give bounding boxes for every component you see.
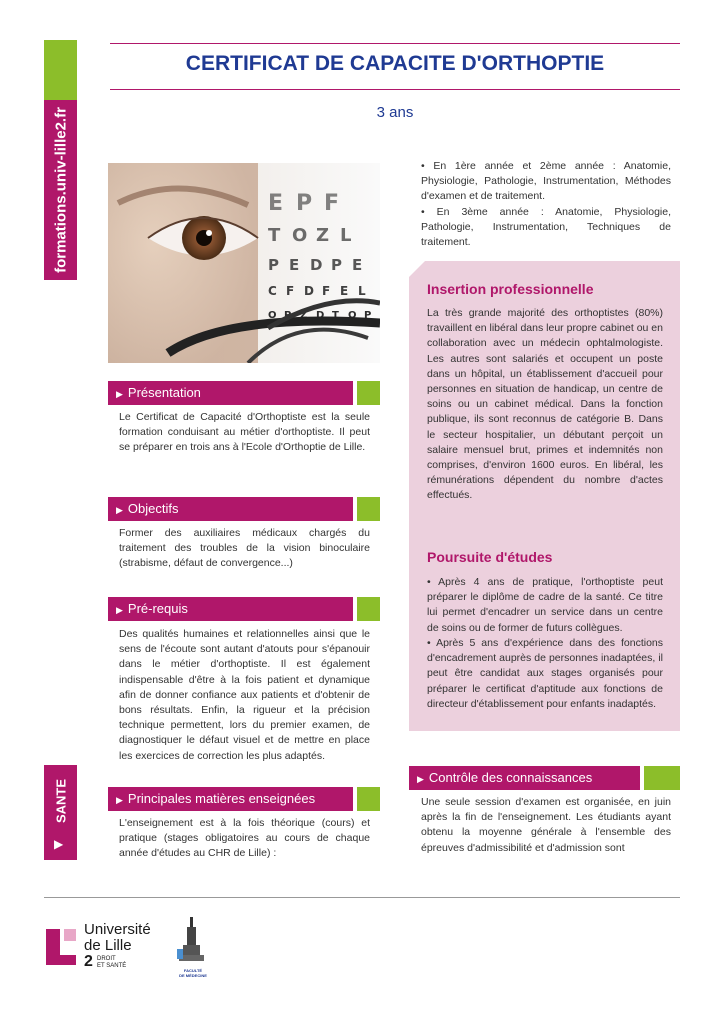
section-heading-presentation: Présentation xyxy=(127,385,201,400)
eye-chart-letter: P xyxy=(268,256,279,274)
section-bar-presentation xyxy=(108,381,380,405)
eye-chart-letter: F xyxy=(286,284,295,298)
eye-chart-letter: E xyxy=(268,191,284,216)
eye-chart-letter: P xyxy=(331,256,342,274)
eye-chart-letter: O xyxy=(292,225,308,246)
eye-chart-letter: O xyxy=(348,310,357,321)
section-heading-poursuite: Poursuite d'études xyxy=(427,549,553,565)
section-heading-matieres: Principales matières enseignées xyxy=(127,791,316,806)
university-number: 2 xyxy=(84,953,93,970)
faculty-name-line2: DE MÉDECINE xyxy=(179,973,207,978)
eye-chart-letter: L xyxy=(340,225,352,246)
section-bar-matieres xyxy=(108,787,380,811)
eye-chart-letter: P xyxy=(296,191,313,216)
matieres-item: • En 1ère année et 2ème année : Anatomie, Physiologie, Pathologie, Instrumentation, Méthodes d'examen et de traitement. xyxy=(421,160,671,203)
university-name-line2: de Lille xyxy=(84,937,132,954)
faculty-name-line1: FACULTÉ xyxy=(183,968,203,973)
university-name xyxy=(84,922,151,972)
section-heading-insertion: Insertion professionnelle xyxy=(427,281,594,297)
eye-chart-letter: Z xyxy=(316,225,330,246)
insertion-text: La très grande majorité des orthoptistes (80%) travaillent en libéral dans leur propre cabinet ou en collaboration avec un médecin ophtalmologiste. Les autres sont salariés et occupent un poste dans un hôpital, un établissement d'accueil pour personnes en situation de handicap, un centre de soins ou un cabinet médical. Dans la fonction publique, ils sont reconnus de catégorie B. Dans le secteur hospitalier, un débutant perçoit un salaire mensuel brut, primes et indemnités non comprises, d'environ 1600 euros. En libéral, les rémunérations dépendent du nombre d'actes effectués. xyxy=(427,307,663,502)
eye-chart-letter: T xyxy=(268,225,281,246)
sidebar-top-band xyxy=(44,40,77,280)
section-bar-prerequis xyxy=(108,597,380,621)
section-bar-controle xyxy=(409,766,680,790)
university-subtitle-line1: DROIT xyxy=(97,956,116,962)
triangle-right-icon: ▶ xyxy=(116,605,123,615)
university-subtitle xyxy=(97,956,126,970)
eye-chart-letter: F xyxy=(324,191,340,216)
sidebar-url-block xyxy=(44,100,77,280)
duration-label: 3 ans xyxy=(376,104,414,121)
section-heading-controle: Contrôle des connaissances xyxy=(428,770,593,785)
eye-illustration xyxy=(108,163,380,363)
eye-chart-letter: F xyxy=(322,284,331,298)
section-bar-objectifs xyxy=(108,497,380,521)
faculty-logo[interactable] xyxy=(173,915,213,977)
poursuite-item: • Après 4 ans de pratique, l'orthoptiste peut préparer le diplôme de cadre de la santé. Ce titre lui permet d'encadrer un service dans un centre de soins ou de former de futurs collègues. xyxy=(427,576,663,634)
prerequis-text: Des qualités humaines et relationnelles ainsi que le sens de l'écoute sont autant d'atouts pour s'épanouir dans le métier d'orthoptiste. Il est également indispensable d'être à la fois patient et dynamique afin de donner confiance aux patients et d'obtenir de bons résultats. Enfin, la rigueur et la précision technique permettent, lors du premier examen, de diagnostiquer le défaut visuel et de mettre en place les exercices de correction les plus adaptés. xyxy=(119,628,370,762)
eye-chart-letter: D xyxy=(304,284,314,298)
bar-accent xyxy=(357,497,380,521)
eye-chart-letter: D xyxy=(310,256,323,274)
eye-chart-letter: C xyxy=(268,284,277,298)
eye-exam-photo xyxy=(108,163,380,363)
sidebar-accent xyxy=(44,40,77,100)
sidebar-domain-band xyxy=(44,765,77,860)
triangle-right-icon: ▶ xyxy=(116,505,123,515)
triangle-right-icon: ▶ xyxy=(116,795,123,805)
section-heading-objectifs: Objectifs xyxy=(127,501,179,516)
header-top-rule xyxy=(110,43,680,44)
arrow-right-icon: ▶ xyxy=(54,837,64,851)
poursuite-item: • Après 5 ans d'expérience dans des fonctions d'encadrement auprès de personnes inadaptées, il peut être candidat aux stages organisés pour préparer le certificat d'aptitude aux fonctions de directeur d'établissement pour enfants inadaptés. xyxy=(427,637,663,710)
eye-chart-letter: E xyxy=(289,256,300,274)
bar-accent xyxy=(644,766,680,790)
faculty-tower-icon xyxy=(173,915,213,963)
faculty-name xyxy=(173,968,213,978)
triangle-right-icon: ▶ xyxy=(116,389,123,399)
matieres-item: • En 3ème année : Anatomie, Physiologie, Pathologie, Instrumentation, Techniques de traitement. xyxy=(421,206,671,249)
eye-chart-letter: D xyxy=(316,310,325,321)
eye-chart-letter: Z xyxy=(300,310,308,321)
eye-chart-letter: P xyxy=(364,310,372,321)
objectifs-text: Former des auxiliaires médicaux chargés du traitement des troubles de la vision binoculaire (strabisme, défaut de convergence...) xyxy=(119,527,370,570)
eye-chart-letter: T xyxy=(332,310,339,321)
presentation-text: Le Certificat de Capacité d'Orthoptiste est la seule formation conduisant au métier d'orthoptiste. Il peut se préparer en trois ans à l'Ecole d'Orthoptie de Lille. xyxy=(119,411,370,454)
section-heading-prerequis: Pré-requis xyxy=(127,601,188,616)
triangle-right-icon: ▶ xyxy=(417,774,424,784)
panel-corner xyxy=(408,260,426,278)
page-title: CERTIFICAT DE CAPACITE D'ORTHOPTIE xyxy=(185,52,605,75)
controle-text: Une seule session d'examen est organisée, en juin après la fin de l'enseignement. Les étudiants ayant obtenu la moyenne générale à l'ensemble des épreuves d'admissibilité et d'admission sont xyxy=(421,796,671,854)
bar-accent xyxy=(357,381,380,405)
eye-chart-letter: E xyxy=(352,256,363,274)
bar-accent xyxy=(357,787,380,811)
footer-rule xyxy=(44,897,680,898)
university-name-line1: Université xyxy=(84,921,151,938)
eye-chart-letter: P xyxy=(284,310,292,321)
domain-label: SANTE xyxy=(53,778,68,824)
matieres-text: L'enseignement est à la fois théorique (cours) et pratique (stages obligatoires au cours de chaque année d'études au CHR de Lille) : xyxy=(119,817,370,860)
university-subtitle-line2: ET SANTÉ xyxy=(97,963,127,969)
eye-chart-letter: E xyxy=(340,284,349,298)
bar-accent xyxy=(357,597,380,621)
eye-chart-letter: O xyxy=(268,310,277,321)
eye-chart-letter: L xyxy=(358,284,366,298)
website-link[interactable]: formations.univ-lille2.fr xyxy=(52,107,69,273)
header-bottom-rule xyxy=(110,89,680,90)
university-logo-icon[interactable] xyxy=(44,927,78,967)
